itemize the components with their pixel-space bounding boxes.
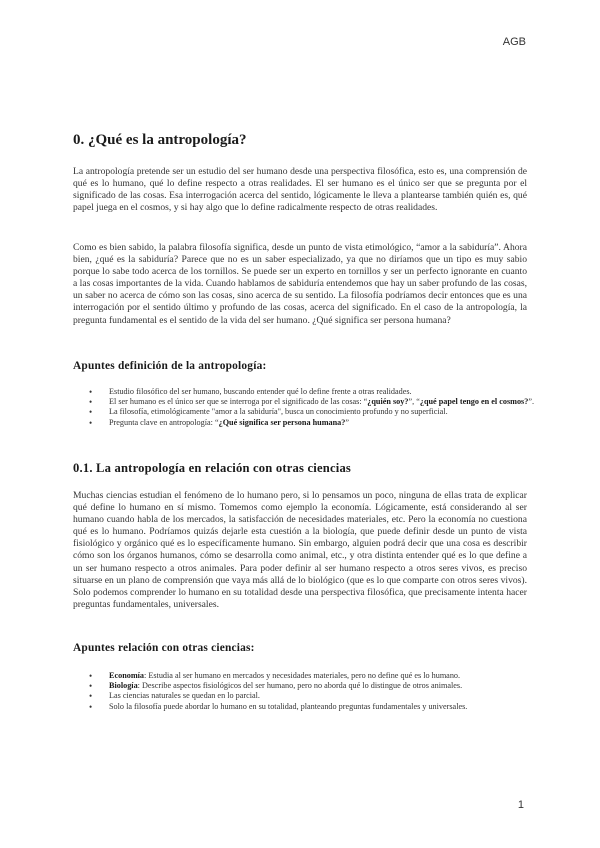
section-heading-0-1: 0.1. La antropología en relación con otras ciencias <box>73 461 352 475</box>
intro-paragraph: La antropología pretende ser un estudio del ser humano desde una perspectiva filosófica, esto es, una comprensión de qué es lo humano, qué lo define respecto a otras realidades. El ser humano es el único ser que se pregunta por el significado de las cosas. Esa interrogación acerca del sentido, lógicamente le lleva a plantearse también quién es, qué papel juega en el cosmos, y si hay algo que lo define radicalmente respecto de otras realidades. <box>73 166 527 214</box>
notes-sciences-list <box>73 671 549 712</box>
sciences-paragraph: Muchas ciencias estudian el fenómeno de lo humano pero, si lo pensamos un poco, ninguna de ellas trata de explicar qué define lo humano en sí mismo. Tomemos como ejemplo la economía. Lógicamente, está considerando al ser humano cuando habla de los mercados, la satisfacción de necesidades materiales, etc. Pero la economía no cuestiona qué es lo humano. Podríamos quizás dejarle esta cuestión a la biología, que puede definir desde un punto de vista fisiológico y orgánico qué es lo específicamente humano. Sin embargo, alguien podrá decir que una cosa es describir cómo son los órganos humanos, cómo se desarrolla como animal, etc., y otra distinta entender qué es lo que define a un ser humano respecto a otros animales. Para poder definir al ser humano respecto a otros seres vivos, es preciso situarse en un plano de comprensión que vaya más allá de lo biológico (que es lo que comparte con otros seres vivos). Solo podemos comprender lo humano en su totalidad desde una perspectiva filosófica, que precisamente intenta hacer preguntas fundamentales, universales. <box>73 490 527 610</box>
notes-definition-heading: Apuntes definición de la antropología: <box>73 360 267 372</box>
page-number: 1 <box>517 799 524 811</box>
notes-definition-list <box>73 387 549 428</box>
list-item: • Las ciencias naturales se quedan en lo parcial. <box>109 691 549 701</box>
notes-sciences-heading: Apuntes relación con otras ciencias: <box>73 642 255 654</box>
list-item: • La filosofía, etimológicamente "amor a la sabiduría", busca un conocimiento profundo y no superficial. <box>109 407 549 417</box>
page-title: 0. ¿Qué es la antropología? <box>73 132 247 148</box>
header-initials: AGB <box>502 36 526 48</box>
list-item: • El ser humano es el único ser que se interroga por el significado de las cosas: “¿quién soy?”, “¿qué papel tengo en el cosmos?”. <box>109 397 549 407</box>
list-item: • Solo la filosofía puede abordar lo humano en su totalidad, planteando preguntas fundamentales y universales. <box>109 702 549 712</box>
list-item: • Biología: Describe aspectos fisiológicos del ser humano, pero no aborda qué lo distingue de otros animales. <box>109 681 549 691</box>
list-item: • Estudio filosófico del ser humano, buscando entender qué lo define frente a otras realidades. <box>109 387 549 397</box>
philosophy-paragraph: Como es bien sabido, la palabra filosofía significa, desde un punto de vista etimológico, “amor a la sabiduría”. Ahora bien, ¿qué es la sabiduría? Parece que no es un saber especializado, ya que no diríamos que un tipo es muy sabio porque lo sabe todo acerca de los tornillos. Se puede ser un experto en tornillos y ser un perfecto ignorante en cuanto a las cosas importantes de la vida. Cuando hablamos de sabiduría entendemos que hay un saber profundo de las cosas, un saber no acerca de cómo son las cosas, sino acerca de su sentido. La filosofía podríamos decir entonces que es una interrogación por el sentido último y profundo de las cosas, acerca del significado. En el caso de la antropología, la pregunta fundamental es el sentido de la vida del ser humano. ¿Qué significa ser persona humana? <box>73 242 527 326</box>
list-item: • Economía: Estudia al ser humano en mercados y necesidades materiales, pero no define qué es lo humano. <box>109 671 549 681</box>
list-item: • Pregunta clave en antropología: “¿Qué significa ser persona humana?” <box>109 418 549 428</box>
